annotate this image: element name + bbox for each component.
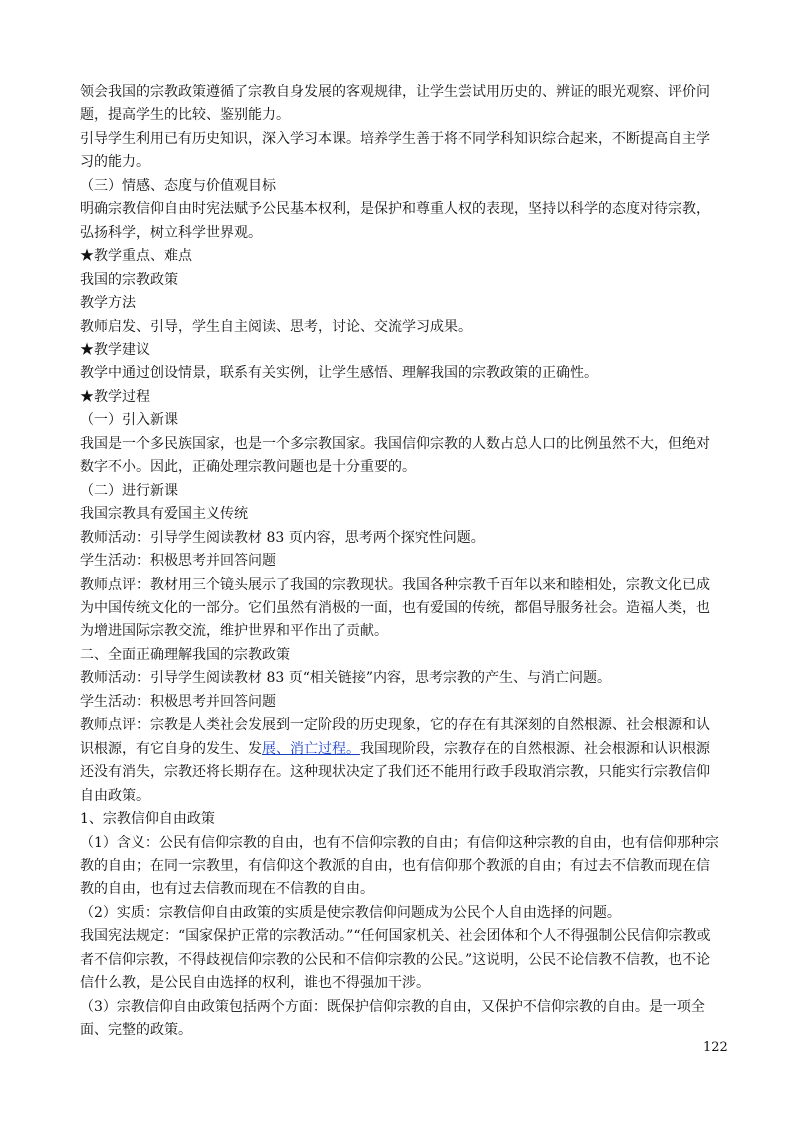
section-heading: 二、全面正确理解我国的宗教政策 <box>80 646 290 663</box>
paragraph: 我国的宗教政策 <box>80 271 178 288</box>
body-text <box>80 81 722 1043</box>
paragraph: （1）含义：公民有信仰宗教的自由，也有不信仰宗教的自由；有信仰这种宗教的自由，也有信仰那种宗教的自由；在同一宗教里，有信仰这个教派的自由，也有信仰那个教派的自由；有过去不信教而现在信教的自由，也有过去信教而现在不信教的自由。 <box>80 834 719 898</box>
page-number: 122 <box>703 1040 728 1055</box>
paragraph: 教师活动：引导学生阅读教材 83 页“相关链接”内容，思考宗教的产生、与消亡问题。 <box>80 670 612 687</box>
section-heading: ★教学重点、难点 <box>80 248 192 265</box>
paragraph: （3）宗教信仰自由政策包括两个方面：既保护信仰宗教的自由，又保护不信仰宗教的自由。是一项全面、完整的政策。 <box>80 998 705 1039</box>
section-heading: 教学方法 <box>80 295 136 312</box>
paragraph: 我国宗教具有爱国主义传统 <box>80 506 248 523</box>
paragraph: 学生活动：积极思考并回答问题 <box>80 553 276 570</box>
section-heading: ★教学建议 <box>80 341 150 358</box>
hyperlink-text[interactable]: 展、消亡过程。 <box>262 740 360 757</box>
paragraph: 学生活动：积极思考并回答问题 <box>80 693 276 710</box>
section-heading: ★教学过程 <box>80 388 150 405</box>
paragraph: 领会我国的宗教政策遵循了宗教自身发展的客观规律，让学生尝试用历史的、辨证的眼光观察、评价问题，提高学生的比较、鉴别能力。 <box>80 84 710 124</box>
paragraph: （2）实质：宗教信仰自由政策的实质是使宗教信仰问题成为公民个人自由选择的问题。 <box>80 904 621 921</box>
paragraph: 教师启发、引导，学生自主阅读、思考，讨论、交流学习成果。 <box>80 318 472 335</box>
paragraph: 引导学生利用已有历史知识，深入学习本课。培养学生善于将不同学科知识综合起来，不断提高自主学习的能力。 <box>80 130 710 171</box>
paragraph: 教学中通过创设情景，联系有关实例，让学生感悟、理解我国的宗教政策的正确性。 <box>80 365 598 382</box>
section-heading: 1、宗教信仰自由政策 <box>80 811 215 828</box>
paragraph: 教师活动：引导学生阅读教材 83 页内容，思考两个探究性问题。 <box>80 529 485 546</box>
comment-text-after: 我国现阶段，宗教存在的自然根源、社会根源和认识根源还没有消失，宗教还将长期存在。这种现状决定了我们还不能用行政手段取消宗教，只能实行宗教信仰自由政策。 <box>80 740 710 804</box>
comment-text-before: 教师点评：宗教是人类社会发展到一定阶段的历史现象，它的存在有其深刻的自然根源、社会根源和认识根源，有它自身的发生、发 <box>80 717 710 757</box>
paragraph: 教师点评：教材用三个镜头展示了我国的宗教现状。我国各种宗教千百年以来和睦相处，宗教文化已成为中国传统文化的一部分。它们虽然有消极的一面，也有爱国的传统，都倡导服务社会。造福人类，也为增进国际宗教交流，维护世界和平作出了贡献。 <box>80 576 710 640</box>
paragraph: 我国是一个多民族国家，也是一个多宗教国家。我国信仰宗教的人数占总人口的比例虽然不大，但绝对数字不小。因此，正确处理宗教问题也是十分重要的。 <box>80 435 710 476</box>
paragraph: 明确宗教信仰自由时宪法赋予公民基本权利，是保护和尊重人权的表现，坚持以科学的态度对待宗教，弘扬科学，树立科学世界观。 <box>80 201 710 241</box>
section-heading: （一）引入新课 <box>80 412 178 429</box>
section-heading: （二）进行新课 <box>80 482 178 499</box>
teacher-comment-paragraph <box>80 714 722 808</box>
section-heading: （三）情感、态度与价值观目标 <box>80 177 276 194</box>
paragraph: 我国宪法规定：“国家保护正常的宗教活动。”“任何国家机关、社会团体和个人不得强制公民信仰宗教或者不信仰宗教，不得歧视信仰宗教的公民和不信仰宗教的公民。”这说明，公民不论信教不信教，也不论信什么教，是公民自由选择的权利，谁也不得强加干涉。 <box>80 928 711 992</box>
